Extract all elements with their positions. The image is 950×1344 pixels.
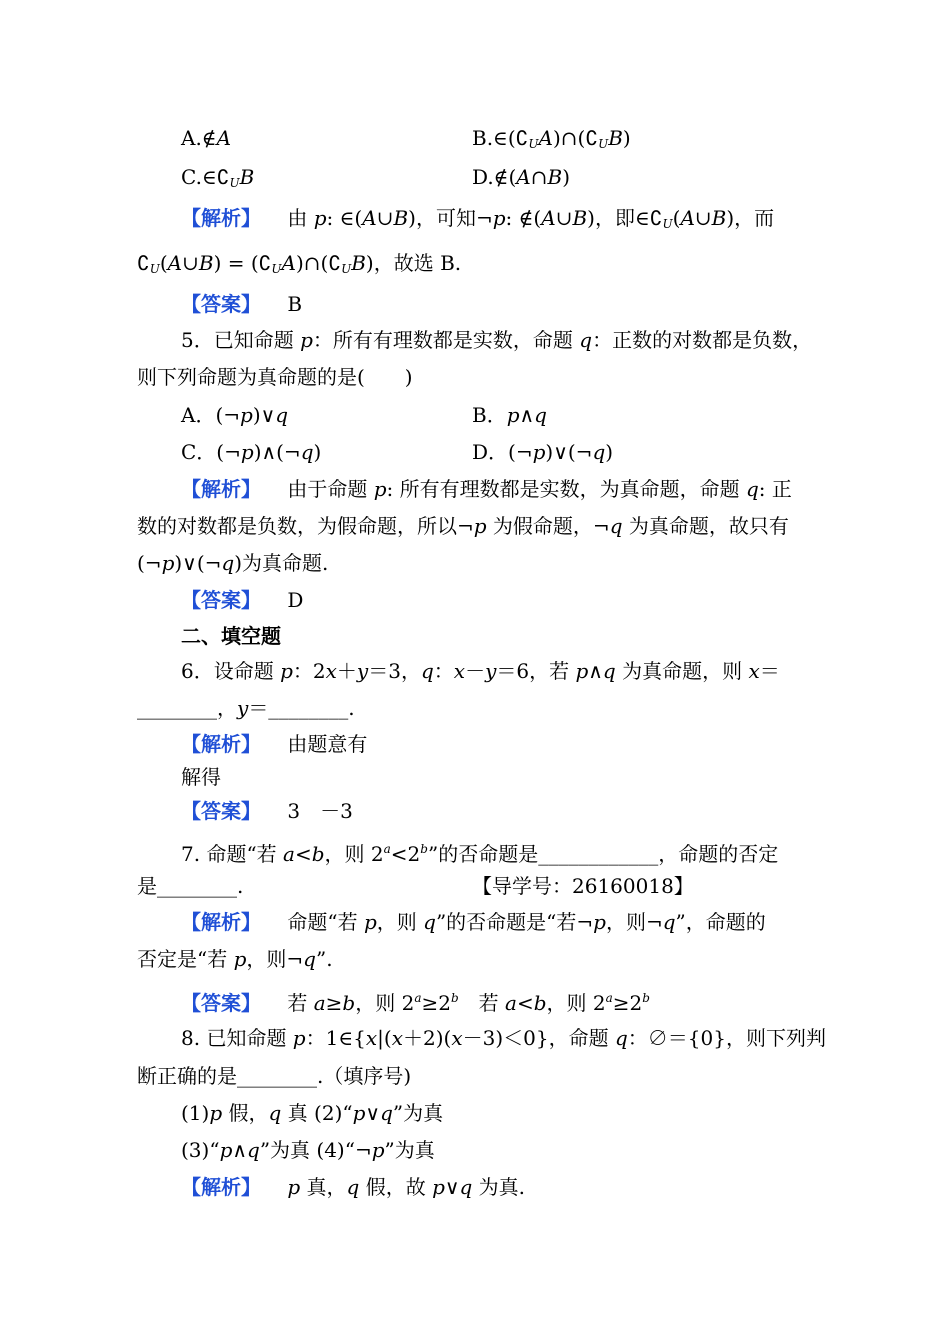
answer-value: B xyxy=(287,292,303,316)
q4-answer xyxy=(181,290,302,318)
q4-option-c: $C.\in∁_UB$ xyxy=(181,165,255,190)
q8-stem-line1: 8. 已知命题 p：1∈{x|(x＋2)(x－3)＜0}，命题 q：∅＝{0}，则下列判 xyxy=(181,1026,826,1050)
q6-analysis-line2: 解得 xyxy=(181,765,221,789)
q5-analysis-line1: 【解析】 由于命题 p: 所有有理数都是实数，为真命题，命题 q: 正 xyxy=(181,477,792,501)
analysis-tag: 【解析】 xyxy=(181,910,261,934)
section-title: 二、填空题 xyxy=(181,624,281,648)
q8-options-line1: (1)p 假，q 真 (2)“p∨q”为真 xyxy=(181,1101,444,1125)
analysis-tag: 【解析】 xyxy=(181,732,261,756)
q7-answer: 【答案】 若 a≥b，则 $2^a\ge 2^b$ 若 a<b，则 $2^a\ge 2^b$ xyxy=(181,991,650,1015)
analysis-tag: 【解析】 xyxy=(181,477,261,501)
q5-option-a: A．(¬p)∨q xyxy=(181,403,289,427)
answer-value: 3 －3 xyxy=(287,799,353,823)
q7-analysis-line1: 【解析】 命题“若 p，则 q”的否命题是“若¬p，则¬q”，命题的 xyxy=(181,910,766,934)
q4-analysis-line2: $∁_U(A\cup B)$ = $(∁_UA)\cap(∁_UB)$，故选 B. xyxy=(137,251,462,276)
q5-option-c: C．(¬p)∧(¬q) xyxy=(181,440,322,464)
analysis-tag: 【解析】 xyxy=(181,1175,261,1199)
q8-stem-line2: 断正确的是________.（填序号) xyxy=(137,1064,412,1088)
q5-analysis-line3: (¬p)∨(¬q)为真命题. xyxy=(137,551,329,575)
q4-option-d: D.∉(A∩B) xyxy=(472,165,571,189)
q8-analysis-line1: 【解析】 p 真，q 假，故 p∨q 为真. xyxy=(181,1175,526,1199)
analysis-text: 由题意有 xyxy=(287,732,368,756)
q5-stem-line2: 则下列命题为真命题的是( ) xyxy=(137,365,413,389)
q6-answer xyxy=(181,797,353,825)
answer-tag: 【答案】 xyxy=(181,799,261,823)
q5-stem-line1: 5．已知命题 p：所有有理数都是实数，命题 q：正数的对数都是负数， xyxy=(181,328,813,352)
answer-tag: 【答案】 xyxy=(181,292,261,316)
q6-analysis-line1 xyxy=(181,730,367,758)
q4-option-a: A.∉A xyxy=(181,126,232,150)
q5-option-b: B．p∧q xyxy=(472,403,547,427)
q6-stem-line2: ________，y＝________. xyxy=(137,696,355,720)
answer-tag: 【答案】 xyxy=(181,991,261,1015)
answer-tag: 【答案】 xyxy=(181,588,261,612)
q5-answer xyxy=(181,586,303,614)
q4-option-b: $B.\in(∁_UA)\cap(∁_UB)$ xyxy=(472,126,631,151)
q7-analysis-line2: 否定是“若 p，则¬q”. xyxy=(137,947,333,971)
q5-option-d: D．(¬p)∨(¬q) xyxy=(472,440,614,464)
q7-stem-line2: 是________. xyxy=(137,874,244,898)
q5-analysis-line2: 数的对数都是负数，为假命题，所以¬p 为假命题，¬q 为真命题，故只有 xyxy=(137,514,789,538)
q4-analysis-line1: 【解析】 由 p: ∈(A∪B)，可知¬p: ∉(A∪B)，即$\in∁_U(A\cup B)$，而 xyxy=(181,206,775,231)
analysis-tag: 【解析】 xyxy=(181,206,261,230)
q7-stem-line1: 7. 命题“若 a<b，则 $2^a<2^b$”的否命题是____________，命题的否定 xyxy=(181,842,779,866)
q7-guide-number: 【导学号：26160018】 xyxy=(472,874,694,898)
q8-options-line2: (3)“p∧q”为真 (4)“¬p”为真 xyxy=(181,1138,435,1162)
answer-value: D xyxy=(287,588,304,612)
q6-stem-line1: 6．设命题 p：2x＋y＝3，q：x－y＝6，若 p∧q 为真命题，则 x＝ xyxy=(181,659,780,683)
